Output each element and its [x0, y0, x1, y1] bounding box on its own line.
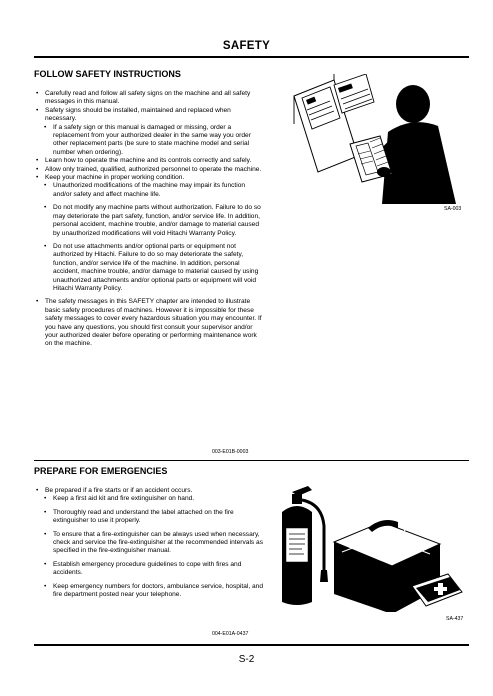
list-item: • Be prepared if a fire starts or if an accident occurs. [34, 487, 264, 495]
person-reading-manual-illustration [288, 74, 468, 204]
list-item: • Keep your machine in proper working condition. [34, 174, 264, 182]
section1-list [34, 90, 264, 349]
list-item: • To ensure that a fire-extinguisher can be always used when necessary, check and service the fire-extinguisher at the recommended intervals as specified in the fire-extinguisher manual. [34, 531, 264, 556]
fire-extinguisher-first-aid-illustration [272, 482, 464, 612]
page-title: SAFETY [222, 40, 271, 52]
section2-list [34, 487, 264, 599]
section1-code: 003-E01B-0003 [212, 449, 249, 455]
list-item: • Allow only trained, qualified, authorized personnel to operate the machine. [34, 166, 264, 174]
list-item: • Keep emergency numbers for doctors, ambulance service, hospital, and fire department posted near your telephone. [34, 583, 264, 600]
list-item: • Unauthorized modifications of the machine may impair its function and/or safety and affect machine life. [34, 182, 264, 199]
footer-rule [34, 644, 469, 646]
list-item: • Keep a first aid kit and fire extinguisher on hand. [34, 495, 264, 503]
list-item: • Establish emergency procedure guidelines to cope with fires and accidents. [34, 561, 264, 578]
list-item: • Carefully read and follow all safety signs on the machine and all safety messages in this manual. [34, 90, 264, 107]
section-title-follow-safety: FOLLOW SAFETY INSTRUCTIONS [34, 69, 181, 79]
list-item: • Do not modify any machine parts without authorization. Failure to do so may deteriorate the part safety, function, and/or service life. In addition, personal accident, machine trouble, and/or damage to material caused by unauthorized modifications will void Hitachi Warranty Policy. [34, 204, 264, 238]
list-item: • Learn how to operate the machine and its controls correctly and safely. [34, 157, 264, 165]
list-item: • Do not use attachments and/or optional parts or equipment not authorized by Hitachi. Failure to do so may deteriorate the safety, function, and/or service life of the machine. In addition, personal accident, machine trouble, and/or damage to material caused by using unauthorized attachments and/or optional parts or equipment will void Hitachi Warranty Policy. [34, 243, 264, 293]
list-item: • Safety signs should be installed, maintained and replaced when necessary. [34, 107, 264, 124]
section-title-prepare-emergencies: PREPARE FOR EMERGENCIES [34, 466, 168, 476]
list-item: • If a safety sign or this manual is damaged or missing, order a replacement from your authorized dealer in the same way you order other replacement parts (be sure to state machine model and serial number when ordering). [34, 124, 264, 158]
list-item: • The safety messages in this SAFETY chapter are intended to illustrate basic safety procedures of machines. However it is impossible for these safety messages to cover every hazardous situation you may encounter. If you have any questions, you should first consult your supervisor and/or your authorized dealer before operating or performing maintenance work on the machine. [34, 298, 264, 348]
header-rule [34, 56, 469, 58]
section-divider [34, 460, 469, 461]
list-item: • Thoroughly read and understand the label attached on the fire extinguisher to use it properly. [34, 509, 264, 526]
section2-code: 004-E01A-0437 [212, 631, 249, 637]
figure-label-sa003: SA-003 [444, 206, 462, 212]
figure-label-sa437: SA-437 [446, 616, 464, 622]
page-number: S-2 [238, 654, 255, 665]
